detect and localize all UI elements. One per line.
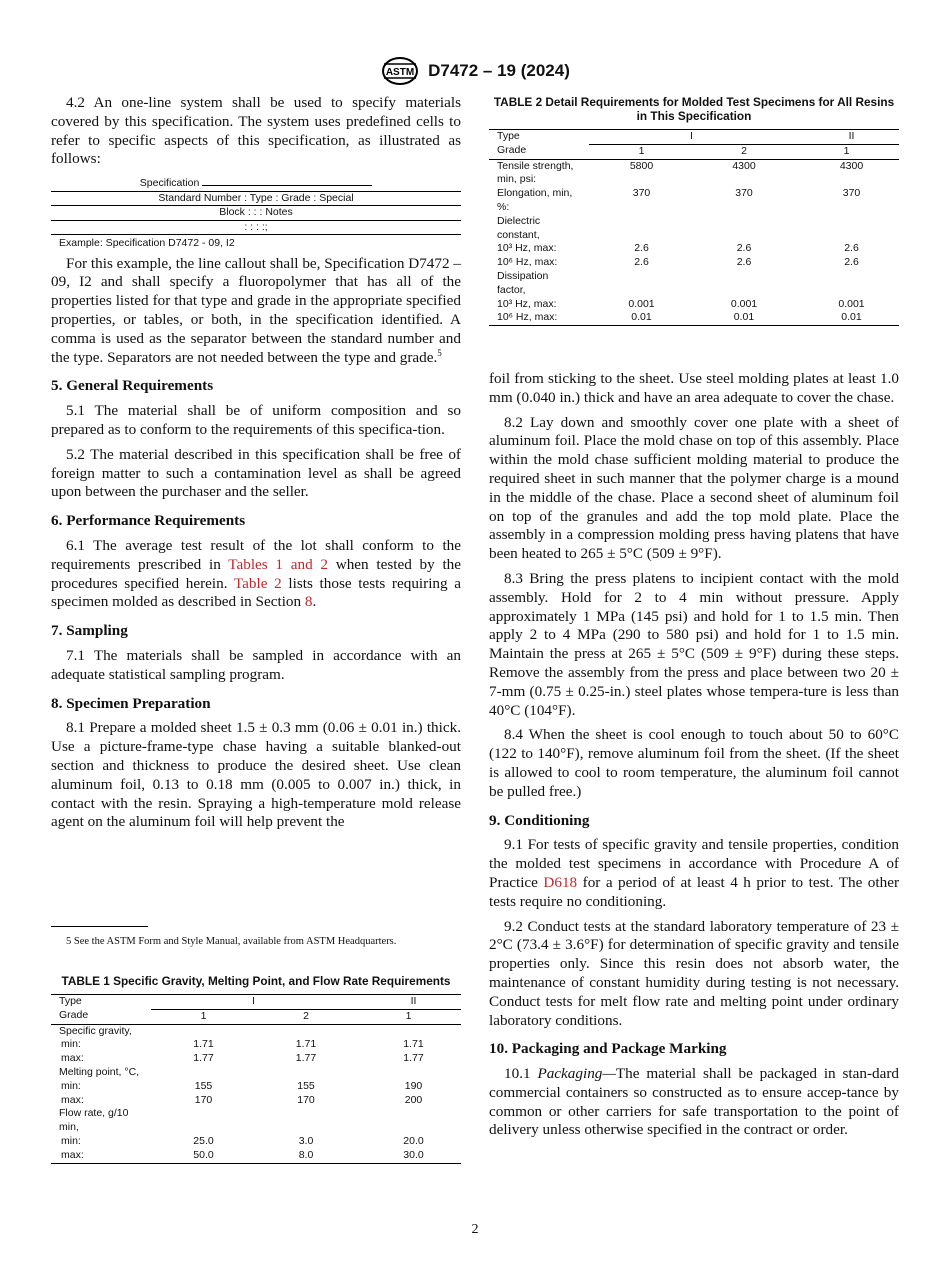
row-label: Tensile strength, (497, 159, 574, 172)
link-table-2[interactable]: Table 2 (233, 574, 282, 592)
cell-value: 0.001 (838, 297, 865, 310)
cell-value (256, 1107, 356, 1121)
cell-value: 170 (297, 1093, 315, 1106)
row-label: max: (61, 1052, 84, 1065)
paragraph-8-3: 8.3 Bring the press platens to incipient contact with the mold assembly. Hold for 2 to 4 min without pressure. Apply approximately 1 MPa (145 psi) and hold for 1 to 1.5 min. Then apply 2 to 4 MPa (290 to 580 psi) and hold for 1 to 1.5 min. Maintain the press at 265 ± 5°C (509 ± 9°F) during these steps. Remove the assembly from the press and place between two 20 ± 7-mm (0.75 ± 0.25-in.) steel plates whose tempera-ture is less than 40°C (104°F). (489, 569, 899, 719)
cell-value (794, 284, 899, 298)
paragraph-9-2: 9.2 Conduct tests at the standard laboratory temperature of 23 ± 2°C (73.4 ± 3.6°F) for determination of specific gravity and tensile properties only. Since this resin does not absorb water, the maintenance of constant humidity during testing is not necessary. Conduct tests for melt flow rate and melting point under ordinary laboratory conditions. (489, 917, 899, 1029)
table-row (51, 1080, 461, 1094)
cell-value (151, 1066, 256, 1080)
table-1-grade: 2 (256, 1009, 356, 1024)
heading-10: 10. Packaging and Package Marking (489, 1040, 727, 1058)
cell-value: 1.77 (295, 1052, 317, 1065)
specification-block (51, 175, 461, 251)
row-label: 10³ Hz, max: (497, 297, 557, 310)
table-row (51, 1052, 461, 1066)
heading-6: 6. Performance Requirements (51, 512, 246, 530)
table-row (51, 1121, 461, 1135)
paragraph-example: For this example, the line callout shall be, Specification D7472 – 09, I2 and shall specify a fluoropolymer that has all of the properties listed for that type and grade in the appropriate specified properties, or tables, or both, in the specification identified. A comma is used as the separator between the standard number and the type. Separators are not needed between the type and grade.$^5$ (51, 254, 461, 366)
cell-value: 30.0 (356, 1149, 461, 1163)
page-number: 2 (471, 1222, 479, 1237)
cell-value (694, 173, 794, 187)
heading-8: 8. Specimen Preparation (51, 694, 211, 712)
cell-value (589, 201, 694, 215)
cell-value (794, 270, 899, 284)
row-label: max: (61, 1093, 84, 1106)
cell-value (151, 1024, 256, 1038)
footnote-rule (51, 926, 148, 927)
table-row (51, 1066, 461, 1080)
table-row (489, 215, 899, 229)
table-1-type-label: Type (51, 995, 151, 1010)
cell-value: 4300 (839, 159, 864, 172)
cell-value: 0.01 (694, 311, 794, 325)
cell-value: 0.01 (794, 311, 899, 325)
footnote: 5 See the ASTM Form and Style Manual, available from ASTM Headquarters. (66, 936, 397, 947)
cell-value (694, 201, 794, 215)
spec-example: Example: Specification D7472 - 09, I2 (59, 237, 235, 250)
cell-value: 370 (632, 187, 651, 200)
cell-value (589, 215, 694, 229)
left-column (51, 94, 461, 838)
cell-value: 2.6 (736, 256, 752, 269)
cell-value (356, 1024, 461, 1038)
row-label: Dissipation (497, 269, 549, 282)
cell-value (694, 270, 794, 284)
cell-value (794, 173, 899, 187)
link-d618[interactable]: D618 (543, 873, 578, 891)
spec-row-3: Block : : : Notes (51, 206, 461, 221)
cell-value (151, 1107, 256, 1121)
row-label: max: (51, 1149, 151, 1163)
row-label: Dielectric (497, 214, 541, 227)
table-2-type-ii: II (794, 130, 899, 145)
heading-7: 7. Sampling (51, 622, 128, 640)
paragraph-5-1: 5.1 The material shall be of uniform composition and so prepared as to conform to the requirements of this specifica-tion. (51, 402, 461, 439)
table-1 (51, 974, 461, 1164)
row-label: min: (61, 1038, 81, 1051)
cell-value (694, 284, 794, 298)
table-2-grade-label: Grade (489, 144, 589, 159)
cell-value (256, 1066, 356, 1080)
table-row (489, 270, 899, 284)
row-label: min, (59, 1121, 79, 1134)
table-row (489, 311, 899, 325)
paragraph-8-1: 8.1 Prepare a molded sheet 1.5 ± 0.3 mm (0.06 ± 0.01 in.) thick. Use a picture-frame-type chase having a suitable blanked-out section and thickness to produce the desired sheet. Use clean aluminum foil, 0.13 to 0.18 mm (0.005 to 0.007 in.) thick, in contact with the resin. Spraying a high-temperature mold release agent on the aluminum foil will help prevent the (51, 719, 461, 831)
cell-value: 3.0 (298, 1134, 314, 1147)
row-label: Melting point, °C, (59, 1065, 140, 1078)
cell-value (589, 270, 694, 284)
table-2-caption: TABLE 2 Detail Requirements for Molded Test Specimens for All Resins in This Specification (493, 95, 895, 123)
spec-row-2: Standard Number : Type : Grade : Special (51, 191, 461, 207)
table-2-grade: 1 (794, 144, 899, 159)
cell-value: 2.6 (736, 242, 752, 255)
cell-value: 0.001 (730, 297, 758, 310)
cell-value: 50.0 (151, 1149, 256, 1163)
spec-row-4: : : : :; (51, 221, 461, 236)
paragraph-5-2: 5.2 The material described in this specification shall be free of foreign matter to such a contamination level as shall be agreed upon between the purchaser and the seller. (51, 445, 461, 501)
cell-value: 170 (194, 1093, 213, 1106)
svg-text:ASTM: ASTM (385, 67, 415, 78)
cell-value: 25.0 (193, 1134, 214, 1147)
table-1-type-ii: II (356, 995, 461, 1010)
cell-value: 0.001 (628, 297, 655, 310)
heading-5: 5. General Requirements (51, 377, 214, 395)
link-section-8[interactable]: 8 (304, 593, 313, 611)
cell-value (356, 1121, 461, 1135)
table-1-type-i: I (151, 995, 356, 1010)
cell-value: 1.71 (295, 1038, 317, 1051)
cell-value: 155 (297, 1079, 315, 1092)
table-2-type-label: Type (489, 130, 589, 145)
cell-value (694, 215, 794, 229)
table-row (51, 1038, 461, 1052)
table-row (51, 1149, 461, 1163)
cell-value (794, 215, 899, 229)
cell-value: 2.6 (844, 256, 859, 269)
paragraph-9-1: 9.1 For tests of specific gravity and tensile properties, condition the molded test specimens in accordance with Procedure A of Practice D618 for a period of at least 4 h prior to test. The other tests require no conditioning. (489, 836, 900, 910)
spec-row-1: Specification (51, 175, 461, 191)
cell-value: 370 (735, 187, 753, 200)
row-label: 10⁶ Hz, max: (489, 311, 589, 325)
cell-value: 0.01 (589, 311, 694, 325)
table-2-grade: 1 (589, 144, 694, 159)
table-row (489, 173, 899, 187)
cell-value (794, 201, 899, 215)
table-2 (489, 95, 899, 326)
table-row (489, 160, 899, 174)
table-row (489, 201, 899, 215)
table-row (51, 1024, 461, 1038)
cell-value: 20.0 (403, 1134, 424, 1147)
table-1-caption: TABLE 1 Specific Gravity, Melting Point, and Flow Rate Requirements (61, 974, 451, 988)
cell-value (356, 1107, 461, 1121)
document-designation: D7472 – 19 (2024) (428, 61, 570, 80)
cell-value (589, 284, 694, 298)
row-label: constant, (497, 228, 540, 241)
row-label: min: (61, 1134, 81, 1147)
cell-value: 1.77 (193, 1052, 214, 1065)
cell-value: 1.71 (403, 1038, 424, 1051)
cell-value: 1.77 (403, 1052, 424, 1065)
table-row (489, 187, 899, 201)
table-1-grade-label: Grade (51, 1009, 151, 1024)
table-row (489, 298, 899, 312)
cell-value: 2.6 (634, 242, 649, 255)
cell-value: 1.71 (193, 1038, 214, 1051)
page-header (0, 56, 950, 86)
cell-value (794, 229, 899, 243)
row-label: Flow rate, g/10 (59, 1107, 129, 1120)
row-label: %: (497, 200, 510, 213)
right-column (489, 370, 899, 1146)
cell-value: 4300 (732, 159, 756, 172)
row-label: Specific gravity, (59, 1024, 132, 1037)
table-row (51, 1107, 461, 1121)
table-row (489, 242, 899, 256)
paragraph-6-1: 6.1 The average test result of the lot shall conform to the requirements prescribed in Tables 1 and 2 when tested by the procedures specified herein. Table 2 lists those tests requiring a specimen molded as described in Section 8. (51, 537, 462, 611)
row-label: min: (61, 1079, 81, 1092)
row-label: min, psi: (497, 173, 537, 186)
cell-value: 8.0 (256, 1149, 356, 1163)
cell-value: 2.6 (634, 256, 649, 269)
paragraph-7-1: 7.1 The materials shall be sampled in accordance with an adequate statistical sampling program. (51, 647, 461, 683)
paragraph-8-4: 8.4 When the sheet is cool enough to touch about 50 to 60°C (122 to 140°F), remove aluminum foil from the sheet. (If the sheet is allowed to cool to room temperature, the aluminum foil cannot be pulled free.) (489, 726, 899, 800)
table-2-grade: 2 (694, 144, 794, 159)
astm-logo-icon (380, 56, 420, 86)
table-2-type-i: I (589, 130, 794, 145)
table-row (489, 284, 899, 298)
paragraph-4-2: 4.2 An one-line system shall be used to specify materials covered by this specification. The system uses predefined cells to refer to specific aspects of this specification, as illustrated as follows: (51, 94, 461, 168)
cell-value: 200 (404, 1093, 423, 1106)
cell-value: 5800 (629, 159, 654, 172)
cell-value (356, 1066, 461, 1080)
table-row (51, 1094, 461, 1108)
cell-value: 155 (194, 1079, 213, 1092)
row-label: 10⁶ Hz, max: (497, 256, 558, 269)
cell-value (256, 1121, 356, 1135)
paragraph-8-2: 8.2 Lay down and smoothly cover one plate with a sheet of aluminum foil. Place the mold chase on top of this assembly. Place within the mold chase sufficient molding material to produce the required sheet in such manner that the polymer charge is a mound in the middle of the chase. Place a second sheet of aluminum foil on top of the granules and add the top mold plate. Place the assembly in a compression molding press having platens that have been heated to 265 ± 5°C (509 ± 9°F). (489, 413, 899, 563)
heading-9: 9. Conditioning (489, 811, 590, 829)
cell-value (151, 1121, 256, 1135)
cell-value (589, 229, 694, 243)
table-row (489, 256, 899, 270)
cell-value (256, 1024, 356, 1038)
cell-value (589, 173, 694, 187)
table-row (489, 229, 899, 243)
cell-value: 370 (842, 187, 861, 200)
link-tables-1-2[interactable]: Tables 1 and 2 (228, 555, 329, 573)
paragraph-8-1-continued: foil from sticking to the sheet. Use steel molding plates at least 1.0 mm (0.040 in.) thick and have an area adequate to cover the chase. (489, 370, 899, 406)
cell-value: 2.6 (844, 242, 859, 255)
table-1-grade: 1 (356, 1009, 461, 1024)
row-label: factor, (497, 283, 526, 296)
cell-value: 190 (404, 1079, 423, 1092)
table-row (51, 1135, 461, 1149)
table-1-grade: 1 (151, 1009, 256, 1024)
paragraph-10-1: 10.1 Packaging—The material shall be packaged in stan-dard commercial containers so constructed as to ensure accep-tance by common or other carriers for safe transportation to the point of delivery unless otherwise specified in the contract or order. (489, 1065, 900, 1139)
row-label: Elongation, min, (497, 187, 573, 200)
row-label: 10³ Hz, max: (497, 242, 557, 255)
cell-value (694, 229, 794, 243)
